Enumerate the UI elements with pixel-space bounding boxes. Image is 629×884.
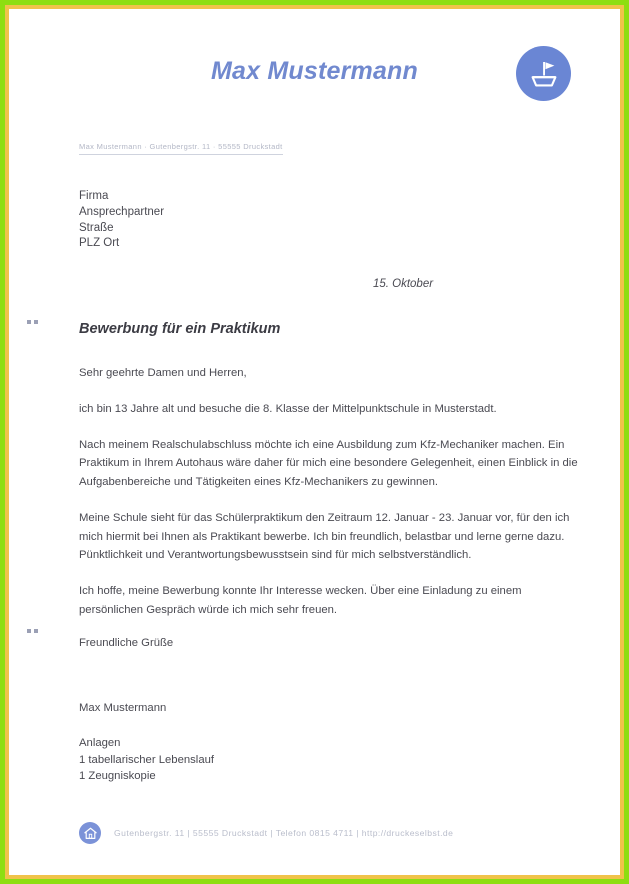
boat-with-flag-icon [527, 57, 561, 91]
recipient-line-street: Straße [79, 221, 114, 234]
page-border-inner [5, 5, 624, 879]
fold-mark-lower [27, 629, 41, 633]
footer-contact-text: Gutenbergstr. 11 | 55555 Druckstadt | Telefon 0815 4711 | http://druckeselbst.de [114, 828, 454, 838]
subject-heading: Bewerbung für ein Praktikum [79, 321, 281, 338]
recipient-line-city: PLZ Ort [79, 237, 120, 250]
recipient-line-contact: Ansprechpartner [79, 205, 165, 218]
letter-sheet [9, 9, 620, 875]
fold-mark-dot [34, 629, 38, 633]
enclosures-heading: Anlagen [79, 737, 121, 750]
logo-badge [516, 46, 571, 101]
enclosure-item-1: 1 tabellarischer Lebenslauf [79, 753, 215, 766]
letter-footer [79, 822, 453, 844]
salutation: Sehr geehrte Damen und Herren, [79, 367, 247, 380]
fold-mark-upper [27, 320, 41, 324]
letterhead [9, 9, 620, 129]
body-paragraph-2: Nach meinem Realschulabschluss möchte ich eine Ausbildung zum Kfz-Mechaniker machen. Ein Praktikum in Ihrem Autohaus wäre daher für mich eine besondere Gelegenheit, einen Einblick in die Aufgabenbereiche und Tätigkeiten eines Kfz-Mechanikers zu gewinnen. [79, 439, 578, 488]
date-line: 15. Oktober [372, 278, 434, 291]
enclosure-item-2: 1 Zeugniskopie [79, 770, 156, 783]
body-paragraphs [79, 364, 579, 619]
body-paragraph-4: Ich hoffe, meine Bewerbung konnte Ihr Interesse wecken. Über eine Einladung zu einem persönlichen Gespräch würde ich mich sehr freuen. [79, 585, 522, 616]
page-title: Max Mustermann [210, 57, 418, 85]
fold-mark-dot [34, 320, 38, 324]
body-paragraph-1: ich bin 13 Jahre alt und besuche die 8. Klasse der Mittelpunktschule in Musterstadt. [79, 402, 497, 415]
recipient-address-block [79, 189, 579, 252]
house-icon [83, 826, 98, 841]
letter-content [79, 189, 579, 784]
recipient-line-company: Firma [79, 190, 109, 202]
fold-mark-dot [27, 629, 31, 633]
body-paragraph-3: Meine Schule sieht für das Schülerpraktikum den Zeitraum 12. Januar - 23. Januar vor, für den ich mich hiermit bei Ihnen als Praktikant bewerbe. Ich bin freundlich, belastbar und lerne gerne dazu. Pünktlichkeit und Verantwortungsbewusstsein sind für mich selbstverständlich. [79, 512, 570, 562]
fold-mark-dot [27, 320, 31, 324]
footer-badge [79, 822, 101, 844]
sender-address-line: Max Mustermann · Gutenbergstr. 11 · 55555 Druckstadt [79, 142, 283, 155]
signature-name: Max Mustermann [79, 702, 167, 715]
enclosures-block [79, 735, 579, 784]
closing-greeting: Freundliche Grüße [79, 637, 174, 650]
